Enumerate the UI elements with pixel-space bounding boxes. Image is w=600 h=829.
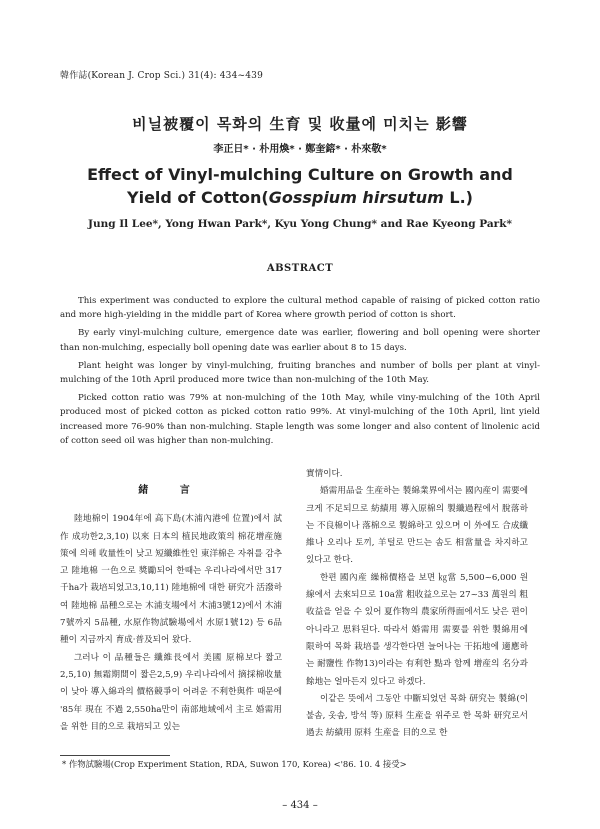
english-title-suffix: L.) [443,188,473,207]
abstract-body [60,294,540,452]
english-title-line-1: Effect of Vinyl-mulching Culture on Growth and [87,165,513,184]
right-column [306,466,528,743]
korean-authors: 李正日* · 朴用煥* · 鄭奎鎔* · 朴來敬* [213,144,387,155]
abstract-paragraph: This experiment was conducted to explore the cultural method capable of raising of picked cotton ratio and more high-yielding in the middle part of Korea where growth period of cotton is short. [60,296,540,321]
footnote-divider [60,755,170,756]
journal-reference: 韓作誌(Korean J. Crop Sci.) 31(4): 434~439 [60,71,264,81]
footnote: * 作物試驗場(Crop Experiment Station, RDA, Suwon 170, Korea) <'86. 10. 4 接受> [62,759,407,769]
page-number: – 434 – [282,800,318,811]
abstract-paragraph: Picked cotton ratio was 79% at non-mulching of the 10th May, while viny-mulching of the 10th April produced most of picked cotton as picked cotton ratio 99%. At vinyl-mulching of the 10th April, lint yield increased more 76-90% than non-mulching. Staple length was some longer and also content of linolenic acid of cotton seed oil was higher than non-mulching. [60,393,540,446]
left-column [60,482,282,736]
english-title [0,163,600,209]
body-paragraph: 婚需用品을 生産하는 製綿業界에서는 國內産이 需要에 크게 不足되므로 紡績用 導入原棉의 製纖過程에서 脫落하는 不良棉이나 落棉으로 製綿하고 있으며 이 外에도 合成纖維나 오리나 토끼, 羊털로 만드는 솜도 相當量을 차지하고 있다고 한다. [306,486,528,566]
abstract-paragraph: Plant height was longer by vinyl-mulching, fruiting branches and number of bolls per plant at vinyl-mulching of the 10th April produced more twice than non-mulching of the 10th May. [60,360,540,386]
korean-title: 비닐被覆이 목화의 生育 및 收量에 미치는 影響 [132,115,468,133]
body-paragraph: 陸地棉이 1904年에 高下島(木浦內港에 位置)에서 試作 成功한2,3,10) 以來 日本의 植民地政策의 棉花增産施策에 의해 收量性이 낮고 短纖維性인 東洋棉은 자취를 감추고 陸地棉 一色으로 獎勵되어 한때는 우리나라에서만 317千ha가 栽培되었고3,10,11) 陸地棉에 대한 研究가 活潑하여 陸地棉 品種으로는 木浦支場에서 木浦3號12)에서 木浦7號까지 5品種, 水原作物試驗場에서 水原1號12) 등 6品種이 지금까지 育成·普及되어 왔다. [60,514,282,646]
abstract-paragraph: By early vinyl-mulching culture, emergence date was earlier, flowering and boll opening were shorter than non-mulching, especially boll opening date was earlier about 8 to 15 days. [60,328,540,353]
body-paragraph: 한편 國內産 繰棉價格을 보면 ㎏當 5,500~6,000 원 線에서 去來되므로 10a當 粗收益으로는 27~33 萬원의 粗收益을 얻을 수 있어 夏作物의 農家所得面에서도 낮은 편이 아니라고 思料된다. 따라서 婚需用 需要를 위한 製綿用에 限하여 목화 栽培를 생각한다면 늘어나는 干拓地에 適應하는 耐鹽性 作物13)이라는 有利한 點과 함께 增産의 名分과 餘地는 얼마든지 있다고 하겠다. [306,572,528,687]
body-paragraph-continued: 實情이다. [306,469,343,479]
abstract-heading: ABSTRACT [266,263,334,274]
english-title-prefix: Yield of Cotton( [127,188,269,207]
section-heading-introduction: 緒 言 [138,485,204,496]
english-title-line-2 [0,186,600,209]
body-paragraph: 그러나 이 品種들은 纖維長에서 美國 原棉보다 짧고2,5,10) 無霜期間이 짧은2,5,9) 우리나라에서 摘採棉收量이 낮아 導入綿과의 價格競爭이 어려운 不利한與件 때문에 '85年 現在 不過 2,550ha만이 南部地域에서 主로 婚需用을 위한 目的으로 栽培되고 있는 [60,652,282,732]
body-paragraph: 이같은 뜻에서 그동안 中斷되었던 목화 研究는 製綿(이불솜, 옷솜, 방석 等) 原料 生産을 위주로 한 목화 研究로서 過去 紡績用 原料 生産을 目的으로 한 [306,693,528,739]
english-authors: Jung Il Lee*, Yong Hwan Park*, Kyu Yong Chung* and Rae Kyeong Park* [88,218,512,230]
species-name: Gosspium hirsutum [268,188,444,207]
